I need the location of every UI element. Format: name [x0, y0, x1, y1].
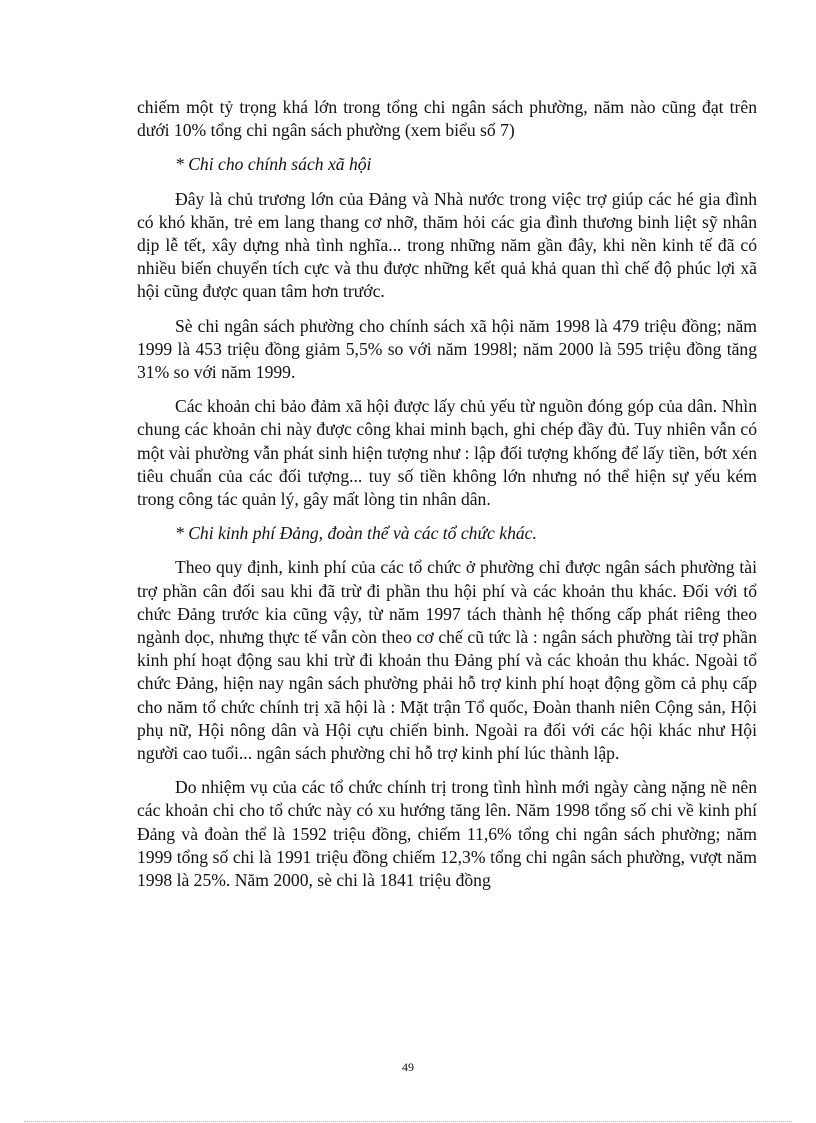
page-bottom-divider — [24, 1121, 792, 1122]
paragraph: Sè chi ngân sách phường cho chính sách xã hội năm 1998 là 479 triệu đồng; năm 1999 là 453 triệu đồng giảm 5,5% so với năm 1998l; năm 2000 là 595 triệu đồng tăng 31% so với năm 1999. — [137, 315, 757, 383]
section-heading-social-policy: * Chi cho chính sách xã hội — [175, 154, 372, 175]
paragraph: Theo quy định, kinh phí của các tổ chức ở phường chỉ được ngân sách phường tài trợ phần cân đối sau khi đã trừ đi phần thu hội phí và các khoản thu khác. Đối với tổ chức Đảng trước kia cũng vậy, từ năm 1997 tách thành hệ thống cấp phát riêng theo ngành dọc, nhưng thực tế vẫn còn theo cơ chế cũ tức là : ngân sách phường tài trợ phần kinh phí hoạt động sau khi trừ đi khoản thu Đảng phí và các khoản thu khác. Ngoài tổ chức Đảng, hiện nay ngân sách phường phải hỗ trợ kinh phí hoạt động gồm cả phụ cấp cho năm tổ chức chính trị xã hội là : Mặt trận Tổ quốc, Đoàn thanh niên Cộng sản, Hội phụ nữ, Hội nông dân và Hội cựu chiến binh. Ngoài ra đối với các hội khác như Hội người cao tuổi... ngân sách phường chỉ hỗ trợ kinh phí lúc thành lập. — [137, 557, 757, 764]
paragraph-continued: chiếm một tỷ trọng khá lớn trong tổng chi ngân sách phường, năm nào cũng đạt trên dưới 10% tổng chi ngân sách phường (xem biểu số 7) — [137, 97, 757, 141]
paragraph: Đây là chủ trương lớn của Đảng và Nhà nước trong việc trợ giúp các hé gia đình có khó khăn, trẻ em lang thang cơ nhỡ, thăm hỏi các gia đình thương binh liệt sỹ nhân dịp lễ tết, xây dựng nhà tình nghĩa... trong những năm gần đây, khi nền kinh tế đã có nhiều biến chuyển tích cực và thu được những kết quả khả quan thì chế độ phúc lợi xã hội cũng được quan tâm hơn trước. — [137, 188, 757, 302]
page-number: 49 — [402, 1060, 414, 1074]
paragraph: Các khoản chi bảo đảm xã hội được lấy chủ yếu từ nguồn đóng góp của dân. Nhìn chung các khoản chi này được công khai minh bạch, ghi chép đầy đủ. Tuy nhiên vẫn có một vài phường vẫn phát sinh hiện tượng như : lập đối tượng khống để lấy tiền, bớt xén tiêu chuẩn của các đối tượng... tuy số tiền không lớn nhưng nó thể hiện sự yếu kém trong công tác quản lý, gây mất lòng tin nhân dân. — [137, 396, 757, 510]
section-heading-party-funding: * Chi kinh phí Đảng, đoàn thể và các tổ chức khác. — [175, 523, 537, 544]
paragraph: Do nhiệm vụ của các tổ chức chính trị trong tình hình mới ngày càng nặng nề nên các khoản chi cho tổ chức này có xu hướng tăng lên. Năm 1998 tổng số chi về kinh phí Đảng và đoàn thể là 1592 triệu đồng, chiếm 11,6% tổng chi ngân sách phường; năm 1999 tổng số chi là 1991 triệu đồng chiếm 12,3% tổng chi ngân sách phường, vượt năm 1998 là 25%. Năm 2000, sè chi là 1841 triệu đồng — [137, 777, 757, 891]
body-text — [137, 96, 757, 903]
